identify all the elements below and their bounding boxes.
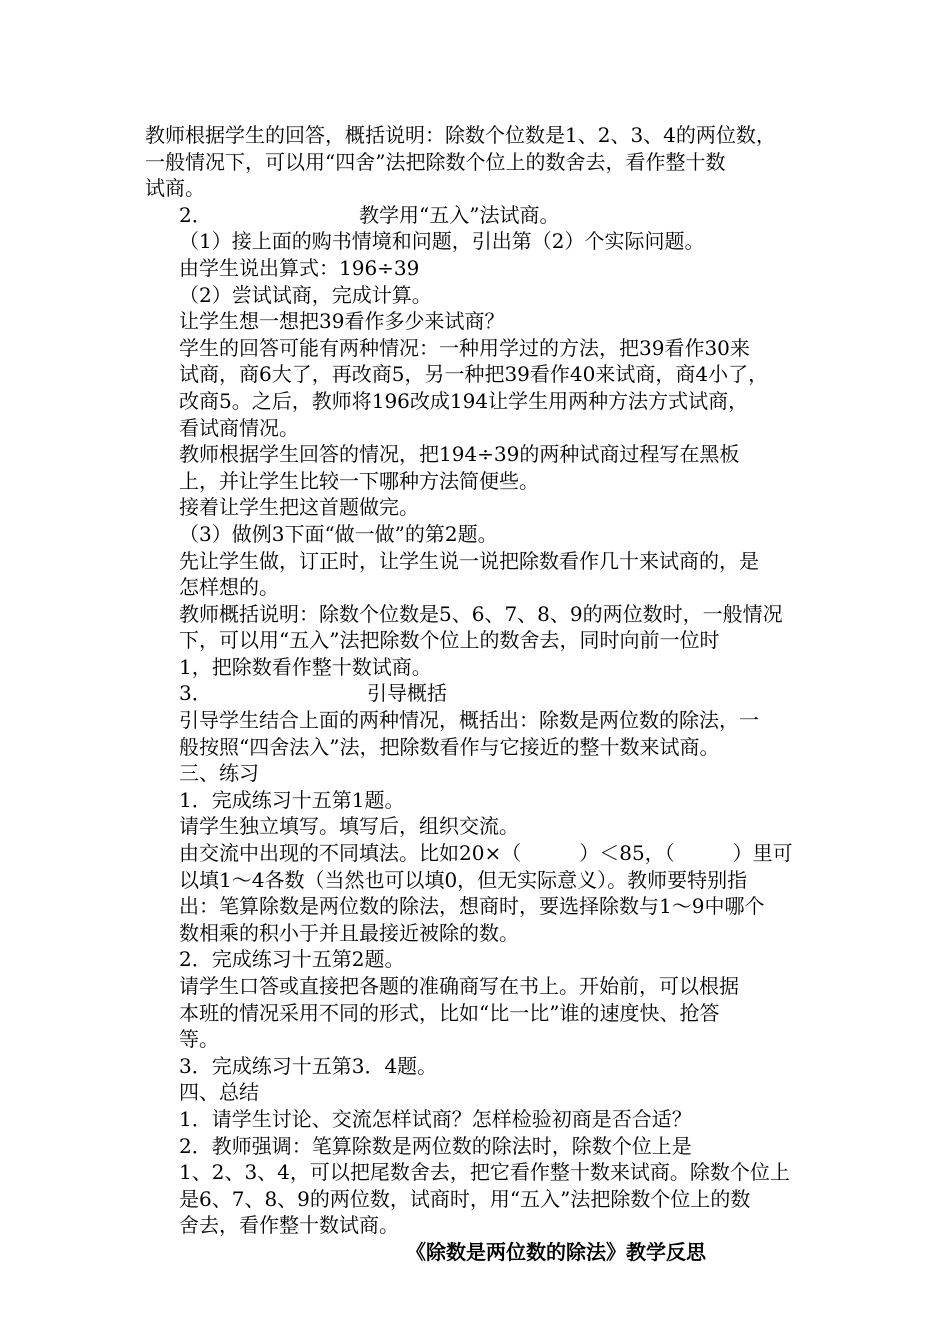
text-line: 数相乘的积小于并且最接近被除的数。	[179, 920, 519, 945]
text-line: 2．完成练习十五第2题。	[179, 947, 405, 972]
text-line: 请学生口答或直接把各题的准确商写在书上。开始前，可以根据	[179, 974, 739, 998]
text-line: 是6、7、8、9的两位数，试商时，用“五入”法把除数个位上的数	[179, 1186, 751, 1211]
text-line: 般按照“四舍法入”法，把除数看作与它接近的整十数来试商。	[179, 734, 720, 759]
text-line: 看试商情况。	[179, 415, 299, 440]
text-line: 请学生独立填写。填写后，组织交流。	[179, 814, 519, 839]
heading-2-text: 教学用“五入”法试商。	[359, 202, 560, 227]
text-line: 教师根据学生的回答，概括说明：除数个位数是1、2、3、4的两位数，	[145, 123, 776, 147]
text-line: 1、2、3、4，可以把尾数舍去，把它看作整十数来试商。除数个位上	[179, 1160, 790, 1185]
exchange-text-before: 由交流中出现的不同填法。比如20×（	[179, 841, 522, 866]
text-line: 学生的回答可能有两种情况：一种用学过的方法，把39看作30来	[179, 335, 750, 360]
text-line: 改商5。之后，教师将196改成194让学生用两种方法方式试商，	[179, 388, 749, 413]
text-line: 让学生想一想把39看作多少来试商？	[179, 309, 505, 334]
text-line: 三、练习	[179, 761, 259, 786]
section-title: 《除数是两位数的除法》教学反思	[406, 1239, 706, 1264]
text-line: 1，把除数看作整十数试商。	[179, 654, 432, 679]
heading-3	[145, 680, 817, 707]
text-line: 出：笔算除数是两位数的除法，想商时，要选择除数与1～9中哪个	[179, 894, 765, 919]
heading-3-text: 引导概括	[367, 681, 447, 706]
text-line: 等。	[179, 1027, 219, 1052]
text-line: 舍去，看作整十数试商。	[179, 1213, 399, 1238]
text-line: 试商。	[145, 176, 205, 201]
text-line: 上，并让学生比较一下哪种方法简便些。	[179, 468, 539, 493]
text-line: 怎样想的。	[179, 575, 279, 600]
text-line: 教师根据学生回答的情况，把194÷39的两种试商过程写在黑板	[179, 442, 740, 467]
text-line: （3）做例3下面“做一做”的第2题。	[179, 521, 498, 546]
text-line: 下，可以用“五入”法把除数个位上的数舍去，同时向前一位时	[179, 628, 720, 653]
text-line: 3．完成练习十五第3．4题。	[179, 1053, 438, 1078]
text-line: 1．请学生讨论、交流怎样试商？怎样检验初商是否合适？	[179, 1106, 692, 1131]
text-line: （1）接上面的购书情境和问题，引出第（2）个实际问题。	[179, 229, 705, 254]
document-body	[145, 122, 817, 1266]
text-line: 先让学生做，订正时，让学生说一说把除数看作几十来试商的，是	[179, 548, 759, 573]
exchange-text-middle: ）＜85，（	[579, 841, 675, 866]
text-line: （2）尝试试商，完成计算。	[179, 282, 432, 307]
text-line: 由学生说出算式：196÷39	[179, 255, 420, 280]
text-line: 四、总结	[179, 1080, 259, 1105]
text-line: 一般情况下，可以用“四舍”法把除数个位上的数舍去，看作整十数	[145, 149, 726, 174]
heading-2	[145, 202, 817, 229]
text-line: 1．完成练习十五第1题。	[179, 787, 405, 812]
text-line: 试商，商6大了，再改商5，另一种把39看作40来试商，商4小了，	[179, 362, 769, 387]
text-line: 以填1～4各数（当然也可以填0，但无实际意义）。教师要特别指	[179, 867, 748, 892]
text-line: 教师概括说明：除数个位数是5、6、7、8、9的两位数时，一般情况	[179, 601, 783, 626]
heading-3-number: 3．	[179, 681, 212, 706]
exchange-line	[145, 840, 817, 867]
heading-2-number: 2．	[179, 202, 212, 227]
text-line: 2．教师强调：笔算除数是两位数的除法时，除数个位上是	[179, 1133, 692, 1158]
exchange-text-after: ）里可	[732, 841, 793, 866]
text-line: 本班的情况采用不同的形式，比如“比一比”谁的速度快、抢答	[179, 1000, 720, 1025]
text-line: 引导学生结合上面的两种情况，概括出：除数是两位数的除法，一	[179, 708, 759, 733]
text-line: 接着让学生把这首题做完。	[179, 495, 419, 520]
